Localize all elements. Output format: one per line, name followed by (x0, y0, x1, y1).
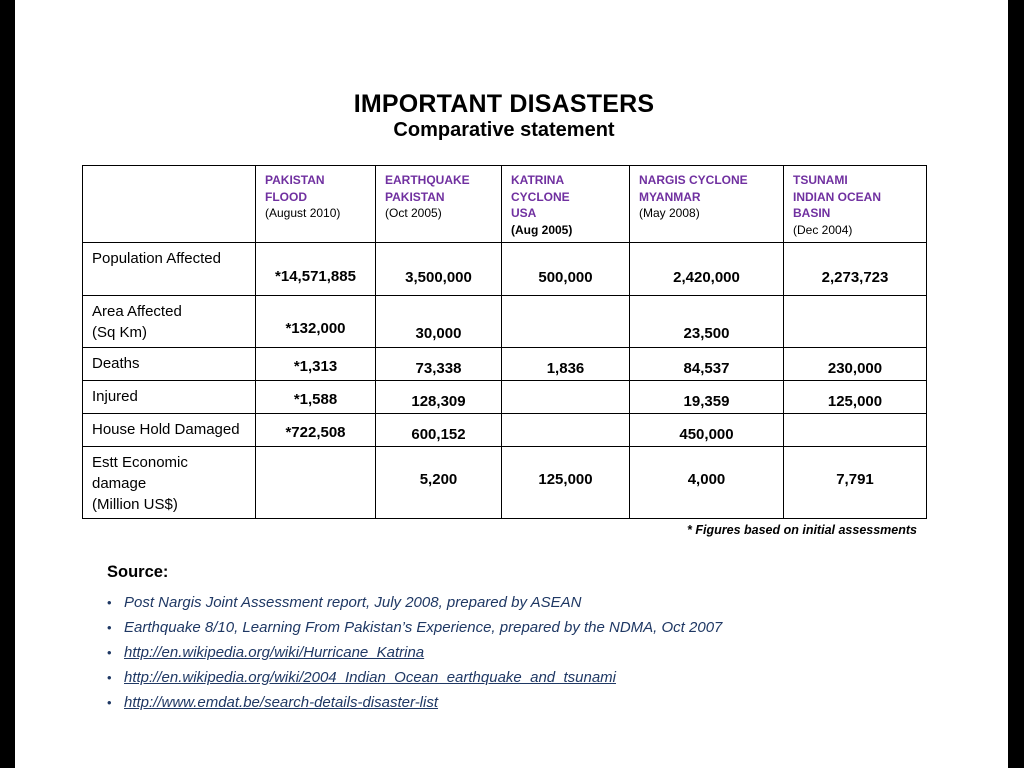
cell-value: 5,200 (419, 471, 458, 488)
cell-value: 1,836 (546, 360, 585, 377)
row-label (83, 296, 256, 348)
row-label (83, 348, 256, 381)
column-header (502, 166, 630, 243)
source-text: Earthquake 8/10, Learning From Pakistan’s Experience, prepared by the NDMA, Oct 2007 (124, 619, 723, 636)
source-text: Post Nargis Joint Assessment report, July 2008, prepared by ASEAN (124, 594, 582, 611)
row-label-line: (Sq Km) (92, 324, 148, 341)
table-cell (502, 243, 630, 296)
page-title: IMPORTANT DISASTERS (353, 90, 655, 118)
cell-value: 600,152 (411, 426, 466, 443)
bullet: • (107, 670, 112, 685)
column-date: (Oct 2005) (385, 206, 442, 220)
row-label-line: Area Affected (92, 303, 182, 320)
row-label (83, 414, 256, 447)
cell-value: 30,000 (415, 325, 462, 342)
source-list (107, 590, 722, 715)
column-header (784, 166, 927, 243)
column-date: (May 2008) (639, 206, 700, 220)
cell-value: *14,571,885 (275, 268, 356, 285)
source-link[interactable]: http://www.emdat.be/search-details-disaster-list (124, 694, 439, 711)
table-cell (256, 414, 376, 447)
table-cell (784, 381, 927, 414)
table-cell (784, 414, 927, 447)
table-cell (256, 348, 376, 381)
disaster-table (82, 165, 927, 519)
row-label (83, 381, 256, 414)
table-cell (256, 296, 376, 348)
table-cell (784, 243, 927, 296)
table-header-row (83, 166, 927, 243)
table-cell (376, 296, 502, 348)
cell-value: 3,500,000 (405, 269, 472, 286)
row-label (83, 243, 256, 296)
table-row (83, 296, 927, 348)
bullet: • (107, 695, 112, 710)
source-heading: Source: (107, 563, 169, 581)
column-date: (Aug 2005) (511, 222, 573, 237)
source-item[interactable] (107, 665, 722, 690)
table-cell (256, 381, 376, 414)
row-label (83, 447, 256, 519)
table-cell (376, 348, 502, 381)
table-cell (630, 296, 784, 348)
source-item[interactable] (107, 690, 722, 715)
cell-value: 4,000 (687, 471, 726, 488)
table-cell (784, 447, 927, 519)
source-item (107, 615, 722, 640)
table-cell (630, 243, 784, 296)
column-name: KATRINA CYCLONE (511, 173, 570, 204)
cell-value: 230,000 (827, 360, 883, 377)
cell-value: 2,420,000 (673, 269, 740, 286)
column-name: PAKISTAN (385, 189, 445, 204)
column-name: MYANMAR (639, 189, 701, 204)
column-header (630, 166, 784, 243)
table-cell (376, 414, 502, 447)
row-label-line: damage (92, 475, 147, 492)
bullet: • (107, 645, 112, 660)
table-row (83, 447, 927, 519)
cell-value: *722,508 (285, 424, 346, 441)
table-cell (630, 381, 784, 414)
source-link[interactable]: http://en.wikipedia.org/wiki/Hurricane_Katrina (124, 644, 425, 661)
row-label-line: Estt Economic (92, 454, 188, 471)
row-label-line: Deaths (92, 355, 140, 372)
cell-value: 73,338 (415, 360, 462, 377)
column-date: (Dec 2004) (793, 222, 853, 237)
cell-value: 23,500 (683, 325, 730, 342)
cell-value: 128,309 (411, 393, 466, 410)
cell-value: 125,000 (538, 471, 593, 488)
column-name: USA (511, 206, 537, 220)
bullet: • (107, 620, 112, 635)
column-date: (August 2010) (265, 206, 341, 220)
table-cell (376, 381, 502, 414)
row-label-line: House Hold Damaged (92, 421, 240, 438)
source-item[interactable] (107, 640, 722, 665)
table-cell (376, 447, 502, 519)
table-cell (502, 414, 630, 447)
table-row (83, 243, 927, 296)
table-cell (784, 296, 927, 348)
table-cell (630, 447, 784, 519)
cell-value: *132,000 (285, 320, 346, 337)
cell-value: 500,000 (538, 269, 593, 286)
table-cell (630, 414, 784, 447)
row-label-line: Population Affected (92, 250, 221, 267)
column-name: PAKISTAN FLOOD (265, 173, 325, 204)
table-row (83, 381, 927, 414)
cell-value: 2,273,723 (821, 269, 889, 286)
source-item (107, 590, 722, 615)
footnote: * Figures based on initial assessments (687, 523, 917, 537)
column-name: INDIAN OCEAN (793, 189, 882, 204)
table-cell (502, 296, 630, 348)
table-cell (502, 381, 630, 414)
column-name: BASIN (793, 206, 831, 220)
row-label-line: Injured (92, 388, 138, 405)
table-row (83, 348, 927, 381)
column-header (256, 166, 376, 243)
table-cell (630, 348, 784, 381)
source-link[interactable]: http://en.wikipedia.org/wiki/2004_Indian_Ocean_earthquake_and_tsunami (124, 669, 617, 686)
bullet: • (107, 595, 112, 610)
cell-value: 450,000 (679, 426, 734, 443)
column-name: EARTHQUAKE (385, 173, 470, 187)
column-header (376, 166, 502, 243)
table-cell (256, 447, 376, 519)
cell-value: 19,359 (683, 393, 730, 410)
table-cell (784, 348, 927, 381)
cell-value: 125,000 (827, 393, 883, 410)
row-label-line: (Million US$) (92, 496, 178, 513)
table-cell (256, 243, 376, 296)
column-name: TSUNAMI (793, 173, 848, 187)
table-cell (502, 447, 630, 519)
cell-value: *1,313 (293, 358, 338, 375)
cell-value: 7,791 (836, 471, 874, 488)
table-cell (376, 243, 502, 296)
table-row (83, 414, 927, 447)
header-empty-cell (83, 166, 256, 243)
cell-value: *1,588 (293, 391, 338, 408)
table-cell (502, 348, 630, 381)
cell-value: 84,537 (683, 360, 730, 377)
page-subtitle: Comparative statement (393, 119, 615, 141)
column-name: NARGIS CYCLONE (639, 173, 748, 187)
